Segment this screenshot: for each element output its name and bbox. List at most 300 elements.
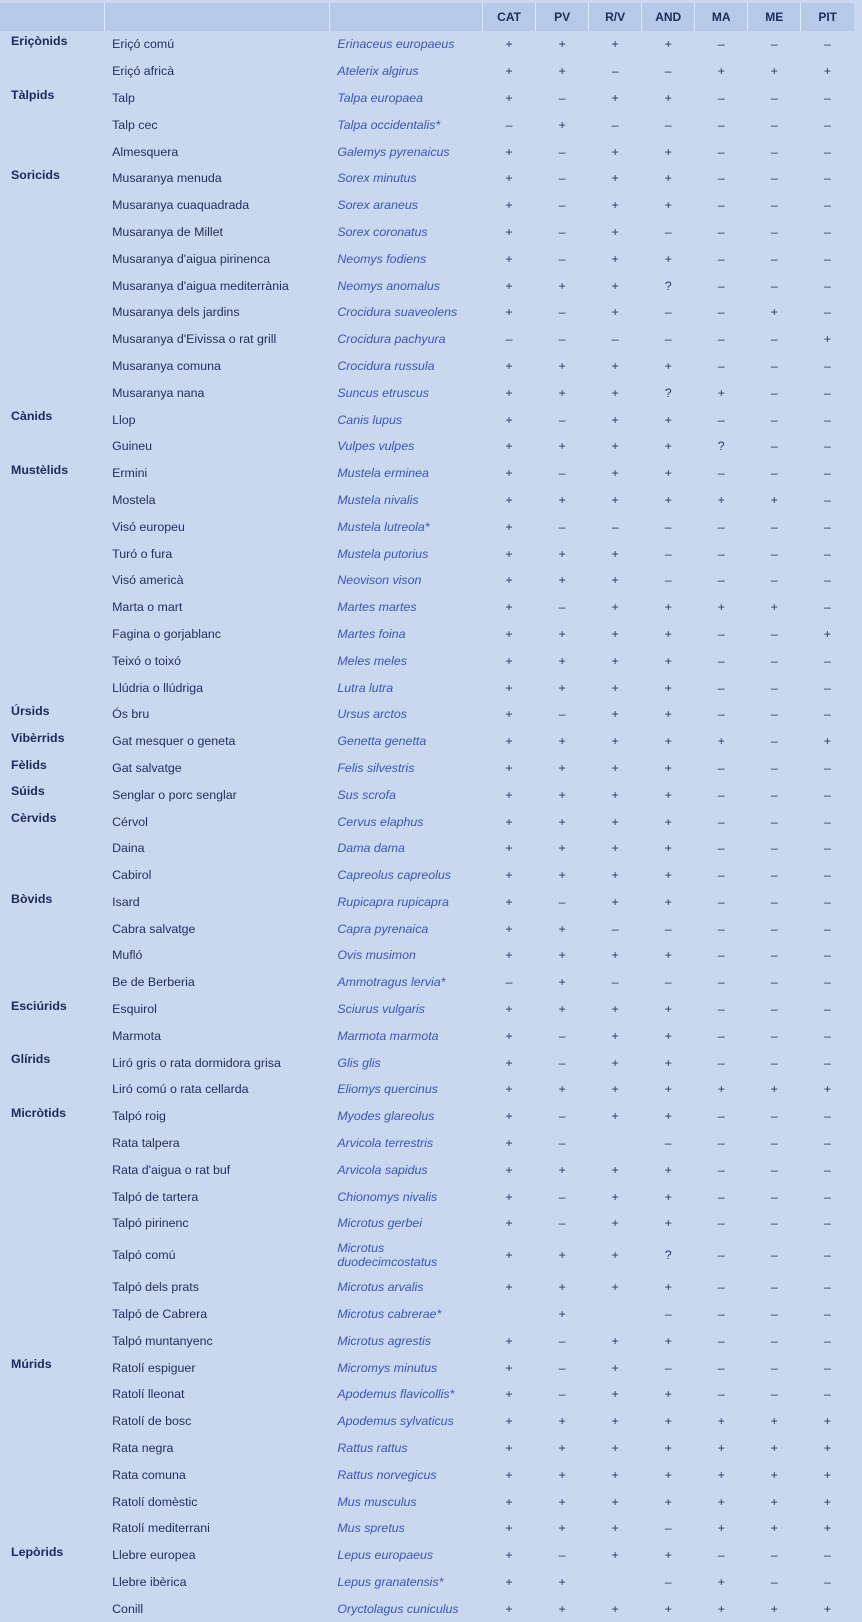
rv-presence-cell: + <box>611 573 619 588</box>
pit-presence-cell: – <box>823 439 831 454</box>
table-row <box>0 567 854 594</box>
pv-presence-cell: + <box>558 1441 566 1456</box>
common-name-cell: Musaranya menuda <box>112 171 222 186</box>
cat-presence-cell: + <box>505 37 513 52</box>
common-name-cell: Talp <box>112 90 135 105</box>
scientific-name-cell: Ammotragus lervia* <box>337 975 446 990</box>
cat-presence-cell: + <box>505 1002 513 1017</box>
family-cell <box>0 835 104 862</box>
rv-presence-cell: + <box>611 626 619 641</box>
table-row <box>0 245 854 272</box>
header-pit: PIT <box>801 3 854 31</box>
me-presence-cell: – <box>770 37 778 52</box>
pit-presence-cell: – <box>823 573 831 588</box>
common-name-cell: Talpó pirinenc <box>112 1216 189 1231</box>
ma-presence-cell: – <box>717 975 725 990</box>
me-presence-cell: – <box>770 198 778 213</box>
ma-presence-cell: – <box>717 144 725 159</box>
pit-presence-cell: + <box>823 64 832 79</box>
common-name-cell: Talpó muntanyenc <box>112 1333 213 1348</box>
table-row <box>0 111 854 138</box>
scientific-name-cell: Rattus norvegicus <box>337 1467 437 1482</box>
table-row <box>0 1408 854 1435</box>
family-cell <box>0 1488 104 1515</box>
cat-presence-cell: + <box>505 519 513 534</box>
table-row <box>0 969 854 996</box>
rv-presence-cell: + <box>611 144 619 159</box>
pv-presence-cell: + <box>558 653 566 668</box>
and-presence-cell: + <box>664 841 672 856</box>
and-presence-cell: + <box>664 734 672 749</box>
and-presence-cell: + <box>664 171 672 186</box>
pit-presence-cell: – <box>823 760 831 775</box>
common-name-cell: Almesquera <box>112 144 179 159</box>
family-cell: Lepòrids <box>11 1544 64 1559</box>
family-cell: Bòvids <box>11 891 53 906</box>
common-name-cell: Mostela <box>112 492 156 507</box>
table-row <box>0 272 854 299</box>
header-cat: CAT <box>483 3 536 31</box>
me-presence-cell: – <box>770 734 778 749</box>
me-presence-cell: – <box>770 1109 778 1124</box>
rv-presence-cell: + <box>611 171 619 186</box>
scientific-name-cell: Neovison vison <box>337 573 422 588</box>
pit-presence-cell: – <box>823 948 831 963</box>
me-presence-cell: – <box>770 1248 778 1263</box>
scientific-name-cell: Sorex araneus <box>337 198 418 213</box>
cat-presence-cell: + <box>505 1548 513 1563</box>
rv-presence-cell <box>589 1130 642 1157</box>
cat-presence-cell: + <box>505 466 513 481</box>
and-presence-cell: + <box>664 653 672 668</box>
mammal-distribution-table <box>0 3 854 1622</box>
pv-presence-cell: + <box>558 787 566 802</box>
and-presence-cell: + <box>664 600 672 615</box>
ma-presence-cell: – <box>717 332 725 347</box>
me-presence-cell: – <box>770 546 778 561</box>
common-name-cell: Ratolí mediterrani <box>112 1521 210 1536</box>
common-name-cell: Marta o mart <box>112 600 183 615</box>
cat-presence-cell: + <box>505 1248 513 1263</box>
scientific-name-cell: Microtus gerbei <box>337 1216 423 1231</box>
rv-presence-cell: + <box>611 439 619 454</box>
table-row <box>0 1076 854 1103</box>
common-name-cell: Cabirol <box>112 868 152 883</box>
cat-presence-cell: + <box>505 1441 513 1456</box>
common-name-cell: Llebre europea <box>112 1548 196 1563</box>
and-presence-cell: + <box>664 1387 672 1402</box>
pv-presence-cell: + <box>558 975 566 990</box>
family-cell <box>0 862 104 889</box>
header-pv: PV <box>536 3 589 31</box>
table-row <box>0 433 854 460</box>
pv-presence-cell: + <box>558 868 566 883</box>
cat-presence-cell: + <box>505 573 513 588</box>
rv-presence-cell: + <box>611 680 619 695</box>
scientific-name-cell: Microtus arvalis <box>337 1280 424 1295</box>
family-cell <box>0 1210 104 1237</box>
me-presence-cell: – <box>770 171 778 186</box>
common-name-cell: Talpó roig <box>112 1109 166 1124</box>
rv-presence-cell: + <box>611 1414 619 1429</box>
pv-presence-cell: + <box>558 814 566 829</box>
and-presence-cell: + <box>664 466 672 481</box>
common-name-cell: Rata d'aigua o rat buf <box>112 1162 231 1177</box>
pit-presence-cell: – <box>823 680 831 695</box>
and-presence-cell: + <box>664 1280 672 1295</box>
me-presence-cell: – <box>770 439 778 454</box>
ma-presence-cell: + <box>717 1441 725 1456</box>
and-presence-cell: + <box>664 1162 672 1177</box>
scientific-name-cell: Capreolus capreolus <box>337 868 452 883</box>
table-row <box>0 299 854 326</box>
pv-presence-cell: + <box>558 492 566 507</box>
ma-presence-cell: – <box>717 1548 725 1563</box>
pv-presence-cell: – <box>558 412 566 427</box>
pv-presence-cell: + <box>558 921 566 936</box>
scientific-name-cell: Lutra lutra <box>337 680 394 695</box>
family-cell <box>0 272 104 299</box>
scientific-name-cell: Vulpes vulpes <box>337 439 415 454</box>
and-presence-cell: – <box>664 519 672 534</box>
cat-presence-cell: + <box>505 278 513 293</box>
table-row <box>0 701 854 728</box>
cat-presence-cell: + <box>505 412 513 427</box>
common-name-cell: Visó americà <box>112 573 184 588</box>
common-name-cell: Marmota <box>112 1028 161 1043</box>
cat-presence-cell: – <box>505 975 513 990</box>
pv-presence-cell: – <box>558 251 566 266</box>
pit-presence-cell: – <box>823 1028 831 1043</box>
pit-presence-cell: – <box>823 1002 831 1017</box>
me-presence-cell: – <box>770 814 778 829</box>
and-presence-cell: + <box>664 1601 672 1616</box>
ma-presence-cell: – <box>717 358 725 373</box>
rv-presence-cell: + <box>611 466 619 481</box>
ma-presence-cell: – <box>717 305 725 320</box>
family-cell <box>0 621 104 648</box>
family-cell <box>0 192 104 219</box>
table-row <box>0 674 854 701</box>
pv-presence-cell: – <box>558 224 566 239</box>
rv-presence-cell: + <box>611 1467 619 1482</box>
me-presence-cell: – <box>770 1028 778 1043</box>
scientific-name-cell: Neomys anomalus <box>337 278 440 293</box>
pit-presence-cell: – <box>823 814 831 829</box>
pv-presence-cell: + <box>558 573 566 588</box>
common-name-cell: Ratolí de bosc <box>112 1414 192 1429</box>
rv-presence-cell: + <box>611 358 619 373</box>
family-cell: Eriçònids <box>11 34 68 48</box>
me-presence-cell: – <box>770 412 778 427</box>
common-name-cell: Llúdria o llúdriga <box>112 680 204 695</box>
and-presence-cell: + <box>664 814 672 829</box>
table-row <box>0 996 854 1023</box>
me-presence-cell: – <box>770 787 778 802</box>
pit-presence-cell: – <box>823 1280 831 1295</box>
common-name-cell: Visó europeu <box>112 519 185 534</box>
family-cell <box>0 1130 104 1157</box>
and-presence-cell: + <box>664 492 672 507</box>
family-cell <box>0 138 104 165</box>
pv-presence-cell: + <box>558 680 566 695</box>
ma-presence-cell: – <box>717 519 725 534</box>
scientific-name-cell: Cervus elaphus <box>337 814 424 829</box>
cat-presence-cell: – <box>505 117 513 132</box>
common-name-cell: Esquirol <box>112 1002 157 1017</box>
table-row <box>0 1381 854 1408</box>
scientific-name-cell: Myodes glareolus <box>337 1109 435 1124</box>
rv-presence-cell: + <box>611 251 619 266</box>
family-cell <box>0 58 104 85</box>
rv-presence-cell: + <box>611 707 619 722</box>
cat-presence-cell: + <box>505 841 513 856</box>
common-name-cell: Llebre ibèrica <box>112 1575 187 1590</box>
scientific-name-cell: Crocidura russula <box>337 358 435 373</box>
me-presence-cell: – <box>770 921 778 936</box>
pit-presence-cell: – <box>823 1548 831 1563</box>
header-family <box>0 3 104 31</box>
table-row <box>0 1156 854 1183</box>
cat-presence-cell: + <box>505 814 513 829</box>
pv-presence-cell: + <box>558 1082 566 1097</box>
ma-presence-cell: + <box>717 1601 725 1616</box>
and-presence-cell: – <box>664 546 672 561</box>
me-presence-cell: – <box>770 1307 778 1322</box>
scientific-name-cell: Microtus agrestis <box>337 1333 432 1348</box>
ma-presence-cell: – <box>717 37 725 52</box>
pit-presence-cell: + <box>823 734 832 749</box>
table-row <box>0 808 854 835</box>
pv-presence-cell: + <box>558 1494 566 1509</box>
pv-presence-cell: – <box>558 1136 566 1151</box>
common-name-cell: Musaranya dels jardins <box>112 305 240 320</box>
pv-presence-cell: – <box>558 1333 566 1348</box>
rv-presence-cell: + <box>611 90 619 105</box>
rv-presence-cell: + <box>611 1189 619 1204</box>
pv-presence-cell: + <box>558 1414 566 1429</box>
family-cell <box>0 487 104 514</box>
cat-presence-cell: + <box>505 1028 513 1043</box>
and-presence-cell: + <box>664 1548 672 1563</box>
scientific-name-cell: Dama dama <box>337 841 405 856</box>
table-row <box>0 835 854 862</box>
table-row <box>0 58 854 85</box>
family-cell <box>0 1569 104 1596</box>
pv-presence-cell: + <box>558 1248 566 1263</box>
ma-presence-cell: – <box>717 1248 725 1263</box>
and-presence-cell: + <box>664 1055 672 1070</box>
family-cell <box>0 1408 104 1435</box>
me-presence-cell: – <box>770 1216 778 1231</box>
ma-presence-cell: – <box>717 841 725 856</box>
me-presence-cell: – <box>770 975 778 990</box>
and-presence-cell: – <box>664 1307 672 1322</box>
rv-presence-cell: + <box>611 1280 619 1295</box>
pv-presence-cell: + <box>558 64 566 79</box>
pit-presence-cell: – <box>823 492 831 507</box>
scientific-name-cell: Lepus granatensis* <box>337 1575 444 1590</box>
ma-presence-cell: + <box>717 385 725 400</box>
ma-presence-cell: – <box>717 117 725 132</box>
pv-presence-cell: – <box>558 332 566 347</box>
scientific-name-cell: Mustela erminea <box>337 466 429 481</box>
common-name-cell: Ratolí domèstic <box>112 1494 198 1509</box>
ma-presence-cell: – <box>717 1307 725 1322</box>
me-presence-cell: – <box>770 626 778 641</box>
table-row <box>0 1354 854 1381</box>
ma-presence-cell: + <box>717 1467 725 1482</box>
ma-presence-cell: – <box>717 1387 725 1402</box>
pv-presence-cell: – <box>558 707 566 722</box>
me-presence-cell: – <box>770 841 778 856</box>
and-presence-cell: ? <box>664 1248 672 1263</box>
ma-presence-cell: – <box>717 1028 725 1043</box>
family-cell <box>0 1022 104 1049</box>
and-presence-cell: + <box>664 37 672 52</box>
pit-presence-cell: + <box>823 1414 832 1429</box>
cat-presence-cell: + <box>505 1162 513 1177</box>
table-row <box>0 1515 854 1542</box>
pit-presence-cell: – <box>823 358 831 373</box>
ma-presence-cell: – <box>717 1189 725 1204</box>
header-me: ME <box>748 3 801 31</box>
pit-presence-cell: – <box>823 1307 831 1322</box>
me-presence-cell: – <box>770 868 778 883</box>
me-presence-cell: – <box>770 707 778 722</box>
me-presence-cell: – <box>770 466 778 481</box>
scientific-name-cell: Canis lupus <box>337 412 403 427</box>
family-cell <box>0 942 104 969</box>
rv-presence-cell <box>589 1301 642 1328</box>
and-presence-cell: – <box>664 332 672 347</box>
ma-presence-cell: – <box>717 1162 725 1177</box>
common-name-cell: Musaranya comuna <box>112 358 221 373</box>
cat-presence-cell: + <box>505 921 513 936</box>
ma-presence-cell: – <box>717 787 725 802</box>
common-name-cell: Ratolí espiguer <box>112 1360 196 1375</box>
cat-presence-cell: + <box>505 1109 513 1124</box>
family-cell <box>0 353 104 380</box>
pit-presence-cell: + <box>823 1467 832 1482</box>
pv-presence-cell: + <box>558 546 566 561</box>
ma-presence-cell: – <box>717 760 725 775</box>
cat-presence-cell: + <box>505 1360 513 1375</box>
pit-presence-cell: – <box>823 1360 831 1375</box>
pv-presence-cell: + <box>558 948 566 963</box>
family-cell <box>0 594 104 621</box>
rv-presence-cell: + <box>611 1548 619 1563</box>
common-name-cell: Teixó o toixó <box>112 653 181 668</box>
scientific-name-cell: Oryctolagus cuniculus <box>337 1601 459 1616</box>
me-presence-cell: + <box>770 600 778 615</box>
pit-presence-cell: – <box>823 90 831 105</box>
common-name-cell: Musaranya d'aigua mediterrània <box>112 278 289 293</box>
table-row <box>0 781 854 808</box>
rv-presence-cell <box>589 1569 642 1596</box>
rv-presence-cell: + <box>611 492 619 507</box>
common-name-cell: Liró gris o rata dormidora grisa <box>112 1055 281 1070</box>
table-row <box>0 192 854 219</box>
rv-presence-cell: + <box>611 841 619 856</box>
common-name-cell: Cérvol <box>112 814 148 829</box>
cat-presence-cell: + <box>505 707 513 722</box>
pit-presence-cell: – <box>823 1248 831 1263</box>
table-row <box>0 1049 854 1076</box>
scientific-name-cell: Arvicola sapidus <box>337 1162 428 1177</box>
ma-presence-cell: + <box>717 600 725 615</box>
and-presence-cell: + <box>664 1414 672 1429</box>
and-presence-cell: + <box>664 1109 672 1124</box>
me-presence-cell: + <box>770 1467 778 1482</box>
family-cell <box>0 1435 104 1462</box>
ma-presence-cell: – <box>717 573 725 588</box>
common-name-cell: Be de Berberia <box>112 975 195 990</box>
table-row <box>0 1183 854 1210</box>
me-presence-cell: + <box>770 1521 778 1536</box>
scientific-name-cell: Arvicola terrestris <box>337 1136 434 1151</box>
pit-presence-cell: – <box>823 144 831 159</box>
ma-presence-cell: + <box>717 1494 725 1509</box>
rv-presence-cell: + <box>611 224 619 239</box>
pv-presence-cell: + <box>558 385 566 400</box>
rv-presence-cell: + <box>611 1494 619 1509</box>
table-row <box>0 1237 854 1274</box>
family-cell <box>0 326 104 353</box>
and-presence-cell: + <box>664 90 672 105</box>
and-presence-cell: – <box>664 1575 672 1590</box>
rv-presence-cell: + <box>611 546 619 561</box>
me-presence-cell: + <box>770 1601 778 1616</box>
rv-presence-cell: + <box>611 1333 619 1348</box>
me-presence-cell: – <box>770 1280 778 1295</box>
pit-presence-cell: – <box>823 868 831 883</box>
and-presence-cell: – <box>664 117 672 132</box>
pit-presence-cell: – <box>823 224 831 239</box>
family-cell <box>0 1381 104 1408</box>
cat-presence-cell: + <box>505 546 513 561</box>
rv-presence-cell: – <box>611 975 619 990</box>
me-presence-cell: – <box>770 278 778 293</box>
rv-presence-cell: + <box>611 1162 619 1177</box>
rv-presence-cell: + <box>611 1360 619 1375</box>
cat-presence-cell: + <box>505 1216 513 1231</box>
ma-presence-cell: – <box>717 412 725 427</box>
me-presence-cell: – <box>770 1333 778 1348</box>
header-ma: MA <box>695 3 748 31</box>
pv-presence-cell: + <box>558 1601 566 1616</box>
scientific-name-cell: Suncus etruscus <box>337 385 429 400</box>
pv-presence-cell: + <box>558 1575 566 1590</box>
common-name-cell: Daina <box>112 841 145 856</box>
ma-presence-cell: – <box>717 1333 725 1348</box>
ma-presence-cell: – <box>717 1360 725 1375</box>
cat-presence-cell: + <box>505 198 513 213</box>
table-row <box>0 1569 854 1596</box>
common-name-cell: Ratolí lleonat <box>112 1387 185 1402</box>
and-presence-cell: + <box>664 1002 672 1017</box>
table-row <box>0 1022 854 1049</box>
cat-presence-cell: + <box>505 251 513 266</box>
table-row <box>0 326 854 353</box>
ma-presence-cell: – <box>717 1136 725 1151</box>
rv-presence-cell: + <box>611 412 619 427</box>
table-row <box>0 1210 854 1237</box>
scientific-name-cell: Genetta genetta <box>337 734 427 749</box>
family-cell <box>0 1237 104 1274</box>
family-cell <box>0 245 104 272</box>
cat-presence-cell: + <box>505 1575 513 1590</box>
